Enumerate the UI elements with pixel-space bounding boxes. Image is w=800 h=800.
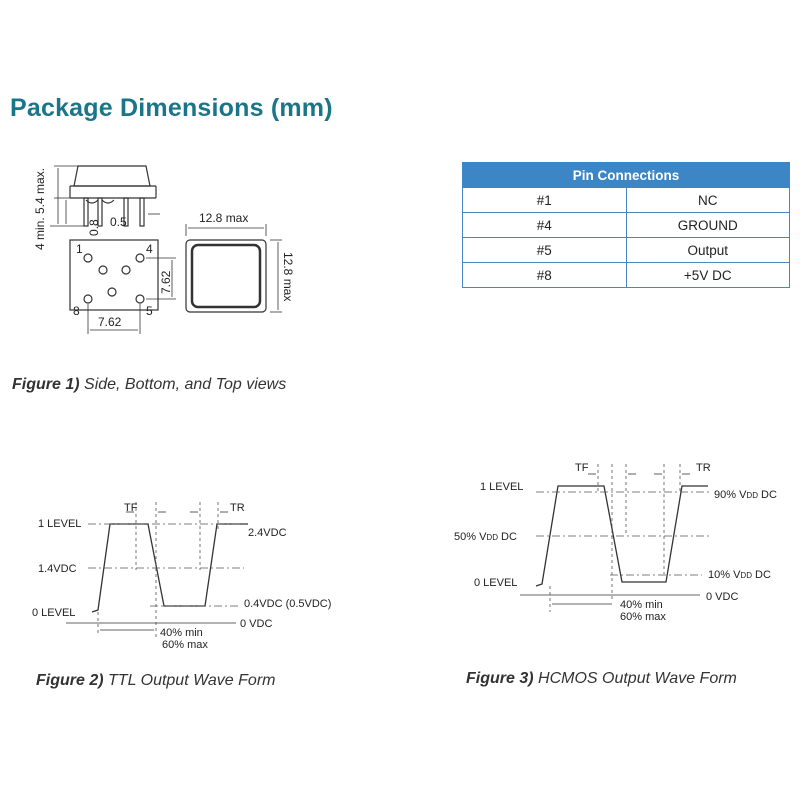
pin-table-title: Pin Connections: [463, 163, 790, 188]
ttl-high-v: 2.4VDC: [248, 527, 287, 539]
hcmos-one-level: 1 LEVEL: [480, 481, 524, 493]
hcmos-high-v: 90% VDD DC: [714, 489, 777, 501]
page-title: Package Dimensions (mm): [10, 94, 333, 122]
hcmos-duty-min: 40% min: [620, 599, 663, 611]
pin-function: +5V DC: [626, 263, 790, 288]
ttl-waveform-diagram: [0, 490, 380, 660]
lead-dim-label: 0.8: [87, 219, 101, 236]
figure-3-caption: [466, 670, 737, 688]
hcmos-tr-label: TR: [696, 462, 711, 474]
ttl-duty-max: 60% max: [162, 639, 208, 651]
ttl-one-level: 1 LEVEL: [38, 518, 82, 530]
pin-number: #8: [463, 263, 627, 288]
package-drawing: [0, 130, 360, 350]
pin-number: #1: [463, 188, 627, 213]
hcmos-tf-label: TF: [575, 462, 589, 474]
pin-spacing-v-label: 7.62: [159, 270, 173, 294]
ttl-zero-level: 0 LEVEL: [32, 607, 76, 619]
table-row: [463, 188, 790, 213]
figure-2-caption: [36, 672, 275, 690]
pin-hole: [84, 254, 92, 262]
side-view-body: [74, 166, 150, 186]
pin-connections-table: [462, 162, 790, 288]
pin-number: #4: [463, 213, 627, 238]
pin-1-label: 1: [76, 242, 83, 256]
hcmos-waveform-diagram: [430, 450, 800, 640]
table-row: [463, 263, 790, 288]
table-row: [463, 213, 790, 238]
pin-hole: [136, 254, 144, 262]
hcmos-zero-v: 0 VDC: [706, 591, 739, 603]
ttl-tr-label: TR: [230, 502, 245, 514]
lead: [140, 198, 144, 226]
ttl-mid-level: 1.4VDC: [38, 563, 77, 575]
pin-dia-label: 0.5: [110, 215, 127, 229]
figure-2-label: Figure 2): [36, 672, 104, 689]
ttl-low-v: 0.4VDC (0.5VDC): [244, 598, 332, 610]
figure-2-text: TTL Output Wave Form: [108, 672, 276, 689]
pin-hole: [136, 295, 144, 303]
top-width-label: 12.8 max: [199, 211, 249, 225]
hcmos-mid-level: 50% VDD DC: [454, 531, 517, 543]
hcmos-zero-level: 0 LEVEL: [474, 577, 518, 589]
bottom-view-body: [70, 240, 158, 310]
ttl-zero-v: 0 VDC: [240, 618, 273, 630]
figure-3-text: HCMOS Output Wave Form: [538, 670, 737, 687]
pin-hole: [84, 295, 92, 303]
pin-5-label: 5: [146, 304, 153, 318]
table-row: [463, 238, 790, 263]
pin-4-label: 4: [146, 242, 153, 256]
pin-spacing-h-label: 7.62: [98, 315, 122, 329]
figure-3-label: Figure 3): [466, 670, 534, 687]
figure-1-label: Figure 1): [12, 376, 80, 393]
hcmos-duty-max: 60% max: [620, 611, 666, 623]
ttl-duty-min: 40% min: [160, 627, 203, 639]
pin-number: #5: [463, 238, 627, 263]
pin-function: GROUND: [626, 213, 790, 238]
figure-1-text: Side, Bottom, and Top views: [84, 376, 287, 393]
figure-1-caption: [12, 376, 286, 394]
pin-function: Output: [626, 238, 790, 263]
pin-function: NC: [626, 188, 790, 213]
ttl-tf-label: TF: [124, 502, 138, 514]
hcmos-low-v: 10% VDD DC: [708, 569, 771, 581]
pin-8-label: 8: [73, 304, 80, 318]
height-dim-label: 4 min. 5.4 max.: [33, 167, 47, 250]
top-height-label: 12.8 max: [281, 252, 295, 302]
top-view-body: [186, 240, 266, 312]
